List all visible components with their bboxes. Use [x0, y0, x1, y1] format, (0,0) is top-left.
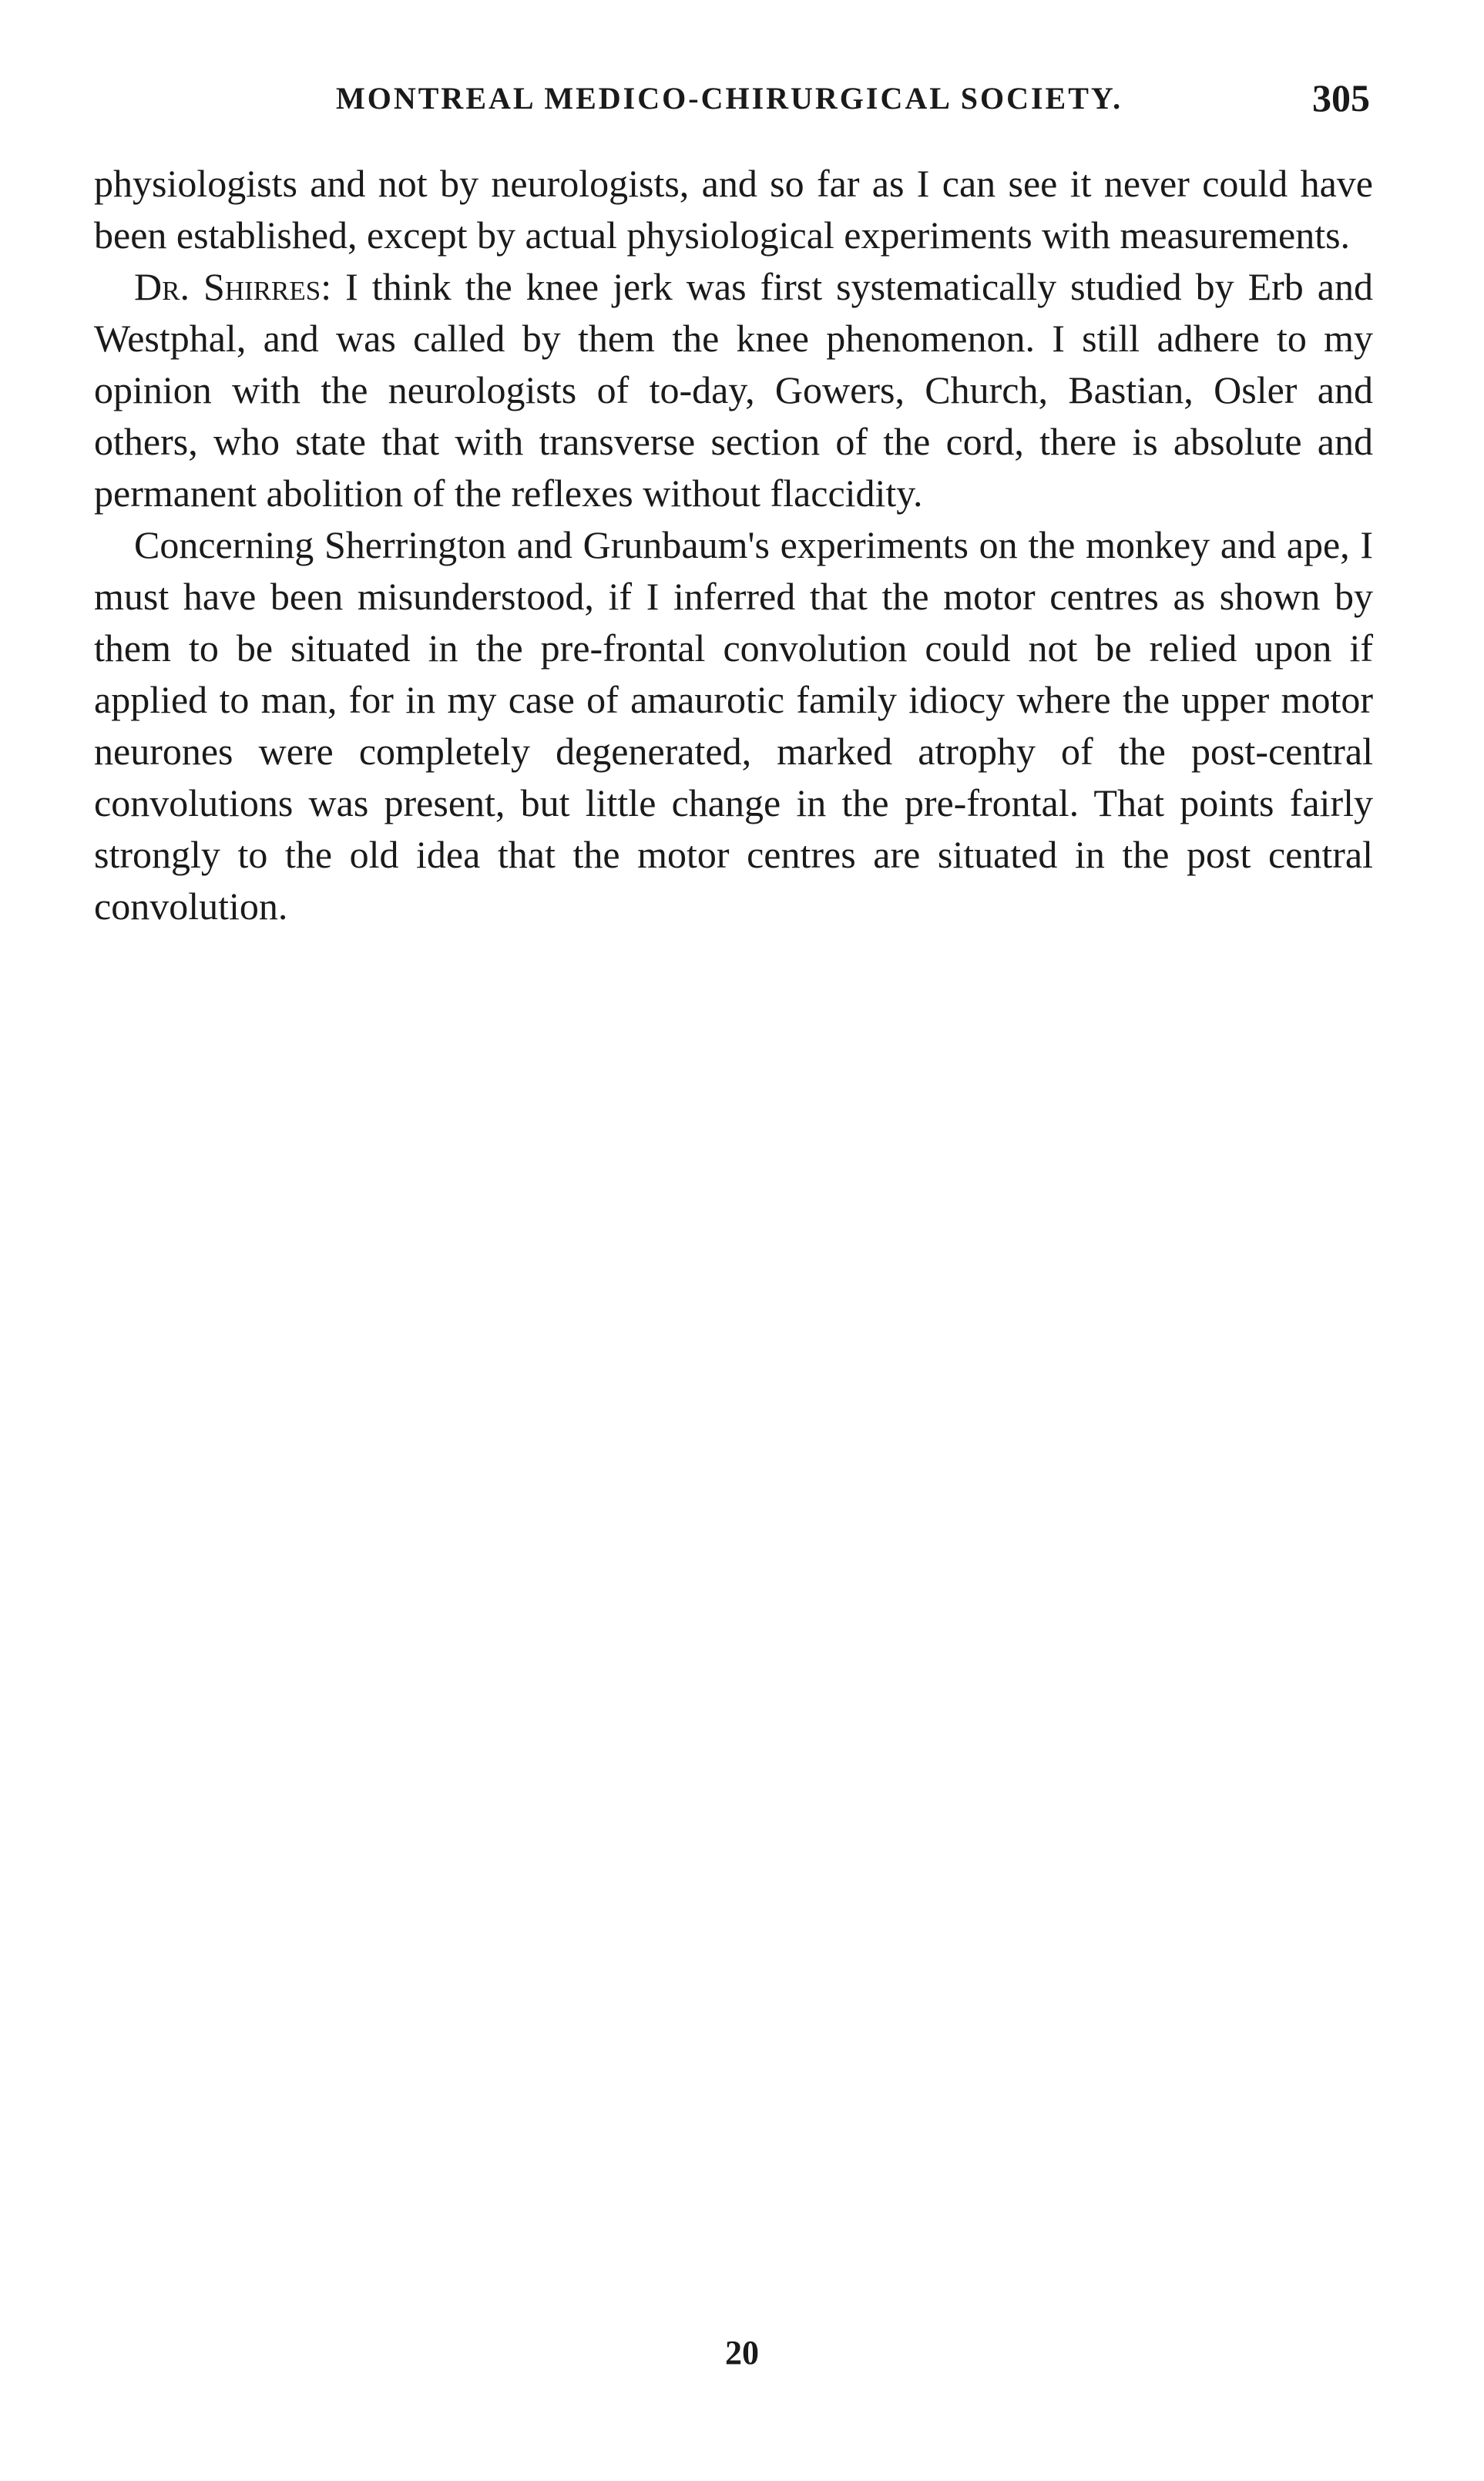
- paragraph-dr-shirres: [94, 261, 1373, 519]
- running-head: [91, 76, 1370, 122]
- signature-mark: 20: [725, 2334, 759, 2372]
- body-text: [94, 158, 1373, 932]
- page-number: 305: [1312, 76, 1370, 119]
- speaker-name: Dr. Shirres:: [134, 265, 332, 308]
- running-title: MONTREAL MEDICO-CHIRURGICAL SOCIETY.: [336, 81, 1123, 116]
- paragraph-sherrington: Concerning Sherrington and Grunbaum's experiments on the monkey and ape, I must have been misunderstood, if I inferred that the motor centres as shown by them to be situated in the pre-frontal convolution could not be relied upon if applied to man, for in my case of amaurotic family idiocy where the upper motor neurones were completely degenerated, marked atrophy of the post-central convolutions was present, but little change in the pre-frontal. That points fairly strongly to the old idea that the motor centres are situated in the post central convolution.: [94, 523, 1373, 928]
- paragraph-continuation: physiologists and not by neurologists, and so far as I can see it never could have been established, except by actual physiological experiments with measurements.: [94, 162, 1373, 257]
- paragraph-dr-shirres-text: I think the knee jerk was first systematically studied by Erb and Westphal, and was called by them the knee phenomenon. I still adhere to my opinion with the neurologists of to-day, Gowers, Church, Bastian, Osler and others, who state that with transverse section of the cord, there is absolute and permanent abolition of the reflexes without flaccidity.: [94, 265, 1373, 515]
